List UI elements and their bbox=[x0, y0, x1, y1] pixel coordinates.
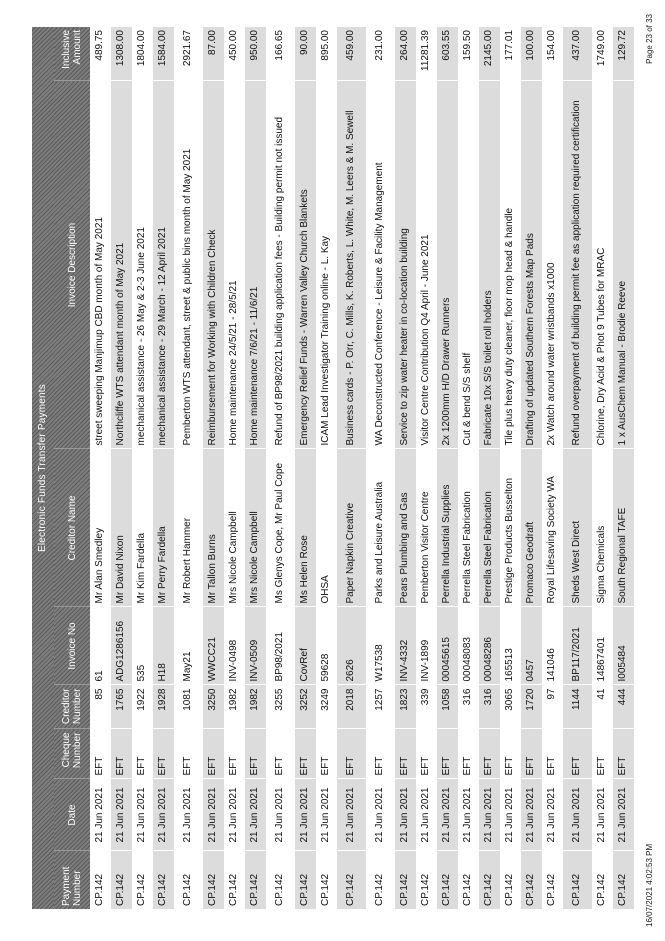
creditor-number-cell: 1982 bbox=[245, 685, 266, 729]
creditor-number-cell: 3065 bbox=[500, 685, 521, 729]
payment-number-cell: CP.142 bbox=[174, 851, 203, 909]
payments-grid bbox=[54, 27, 634, 909]
col-header-date: Date bbox=[54, 779, 90, 851]
invoice-description-cell: WA Deconstructed Conference - Leisure & Facility Management bbox=[366, 81, 395, 449]
creditor-name-cell: Sigma Chemicals bbox=[592, 449, 613, 607]
payment-number-cell: CP.142 bbox=[245, 851, 266, 909]
invoice-no-cell: May21 bbox=[174, 607, 203, 685]
payment-number-cell: CP.142 bbox=[337, 851, 366, 909]
inclusive-amount-cell: 459.00 bbox=[337, 27, 366, 81]
invoice-description-cell: Chlorine, Dry Acid & Phot 9 Tubes for MRAC bbox=[592, 81, 613, 449]
table-row bbox=[613, 27, 634, 909]
invoice-description-cell: Reimbursement for Working with Children Check bbox=[203, 81, 224, 449]
invoice-no-cell: ADG1286156 bbox=[111, 607, 132, 685]
creditor-number-cell: 41 bbox=[592, 685, 613, 729]
creditor-number-cell: 1922 bbox=[132, 685, 153, 729]
date-cell: 21 Jun 2021 bbox=[458, 779, 479, 851]
creditor-number-cell: 3249 bbox=[316, 685, 337, 729]
inclusive-amount-cell: 2145.00 bbox=[479, 27, 500, 81]
date-cell: 21 Jun 2021 bbox=[366, 779, 395, 851]
payment-number-cell: CP.142 bbox=[542, 851, 563, 909]
invoice-no-cell: WWCC21 bbox=[203, 607, 224, 685]
invoice-no-cell: H18 bbox=[153, 607, 174, 685]
invoice-no-cell: 61 bbox=[90, 607, 111, 685]
inclusive-amount-cell: 90.00 bbox=[295, 27, 316, 81]
invoice-description-cell: ICAM Lead Investigator Training online - L. Kay bbox=[316, 81, 337, 449]
table-row bbox=[542, 27, 563, 909]
invoice-description-cell: Refund overpayment of building permit fee as application required certification bbox=[563, 81, 592, 449]
table-row bbox=[521, 27, 542, 909]
creditor-name-cell: Paper Napkin Creative bbox=[337, 449, 366, 607]
inclusive-amount-cell: 950.00 bbox=[245, 27, 266, 81]
creditor-name-cell: Mr Alan Smedley bbox=[90, 449, 111, 607]
inclusive-amount-cell: 154.00 bbox=[542, 27, 563, 81]
inclusive-amount-cell: 264.00 bbox=[395, 27, 416, 81]
cheque-number-cell: EFT bbox=[224, 729, 245, 779]
inclusive-amount-cell: 159.50 bbox=[458, 27, 479, 81]
invoice-no-cell: 14867401 bbox=[592, 607, 613, 685]
date-cell: 21 Jun 2021 bbox=[203, 779, 224, 851]
payment-number-cell: CP.142 bbox=[416, 851, 437, 909]
invoice-no-cell: INV-4332 bbox=[395, 607, 416, 685]
invoice-no-cell: CovRef bbox=[295, 607, 316, 685]
inclusive-amount-cell: 231.00 bbox=[366, 27, 395, 81]
creditor-number-cell: 1081 bbox=[174, 685, 203, 729]
creditor-number-cell: 1823 bbox=[395, 685, 416, 729]
table-row bbox=[245, 27, 266, 909]
inclusive-amount-cell: 1584.00 bbox=[153, 27, 174, 81]
date-cell: 21 Jun 2021 bbox=[613, 779, 634, 851]
invoice-no-cell: 59628 bbox=[316, 607, 337, 685]
invoice-no-cell: 535 bbox=[132, 607, 153, 685]
invoice-description-cell: Drafting of updated Southern Forests Map Pads bbox=[521, 81, 542, 449]
cheque-number-cell: EFT bbox=[266, 729, 295, 779]
invoice-no-cell: 165513 bbox=[500, 607, 521, 685]
table-title: Electronic Funds Transfer Payments bbox=[32, 27, 54, 909]
inclusive-amount-cell: 11281.39 bbox=[416, 27, 437, 81]
creditor-name-cell: Mr Robert Hammer bbox=[174, 449, 203, 607]
payment-number-cell: CP.142 bbox=[521, 851, 542, 909]
invoice-no-cell: BP98/2021 bbox=[266, 607, 295, 685]
cheque-number-cell: EFT bbox=[316, 729, 337, 779]
inclusive-amount-cell: 87.00 bbox=[203, 27, 224, 81]
cheque-number-cell: EFT bbox=[203, 729, 224, 779]
creditor-name-cell: Mrs Nicole Campbell bbox=[245, 449, 266, 607]
invoice-description-cell: 2x Watch around water wristbands x1000 bbox=[542, 81, 563, 449]
table-row bbox=[203, 27, 224, 909]
cheque-number-cell: EFT bbox=[592, 729, 613, 779]
inclusive-amount-cell: 1804.00 bbox=[132, 27, 153, 81]
table-row bbox=[458, 27, 479, 909]
date-cell: 21 Jun 2021 bbox=[563, 779, 592, 851]
creditor-number-cell: 1257 bbox=[366, 685, 395, 729]
payment-number-cell: CP.142 bbox=[316, 851, 337, 909]
invoice-description-cell: Tile plus heavy duty cleaner, floor mop head & handle bbox=[500, 81, 521, 449]
table-row bbox=[366, 27, 395, 909]
table-row bbox=[563, 27, 592, 909]
creditor-number-cell: 3250 bbox=[203, 685, 224, 729]
creditor-number-cell: 1928 bbox=[153, 685, 174, 729]
payment-number-cell: CP.142 bbox=[90, 851, 111, 909]
payment-number-cell: CP.142 bbox=[366, 851, 395, 909]
page-number: Page 23 of 33 bbox=[645, 14, 654, 64]
invoice-no-cell: 00045615 bbox=[437, 607, 458, 685]
inclusive-amount-cell: 166.65 bbox=[266, 27, 295, 81]
payment-number-cell: CP.142 bbox=[592, 851, 613, 909]
payment-number-cell: CP.142 bbox=[479, 851, 500, 909]
creditor-number-cell: 1765 bbox=[111, 685, 132, 729]
payment-number-cell: CP.142 bbox=[295, 851, 316, 909]
creditor-name-cell: Perrella Industrial Supplies bbox=[437, 449, 458, 607]
invoice-no-cell: INV-0498 bbox=[224, 607, 245, 685]
inclusive-amount-cell: 2921.67 bbox=[174, 27, 203, 81]
date-cell: 21 Jun 2021 bbox=[479, 779, 500, 851]
invoice-no-cell: INV-1899 bbox=[416, 607, 437, 685]
date-cell: 21 Jun 2021 bbox=[245, 779, 266, 851]
creditor-name-cell: Prestige Products Busselton bbox=[500, 449, 521, 607]
payment-number-cell: CP.142 bbox=[437, 851, 458, 909]
invoice-description-cell: 2x 1200mm H/D Drawer Runners bbox=[437, 81, 458, 449]
cheque-number-cell: EFT bbox=[416, 729, 437, 779]
date-cell: 21 Jun 2021 bbox=[416, 779, 437, 851]
print-timestamp: 16/07/2021 4:02:53 PM bbox=[645, 843, 654, 927]
cheque-number-cell: EFT bbox=[295, 729, 316, 779]
cheque-number-cell: EFT bbox=[613, 729, 634, 779]
creditor-number-cell: 1982 bbox=[224, 685, 245, 729]
inclusive-amount-cell: 100.00 bbox=[521, 27, 542, 81]
creditor-name-cell: Parks and Leisure Australia bbox=[366, 449, 395, 607]
cheque-number-cell: EFT bbox=[500, 729, 521, 779]
cheque-number-cell: EFT bbox=[395, 729, 416, 779]
col-header-inclusive-amount: Inclusive Amount bbox=[54, 27, 90, 81]
invoice-description-cell: Cut & bend S/S shelf bbox=[458, 81, 479, 449]
inclusive-amount-cell: 450.00 bbox=[224, 27, 245, 81]
table-row bbox=[295, 27, 316, 909]
date-cell: 21 Jun 2021 bbox=[542, 779, 563, 851]
invoice-description-cell: Home maintenance 7/6/21 - 11/6/21 bbox=[245, 81, 266, 449]
date-cell: 21 Jun 2021 bbox=[266, 779, 295, 851]
invoice-no-cell: 0457 bbox=[521, 607, 542, 685]
payment-number-cell: CP.142 bbox=[613, 851, 634, 909]
payment-number-cell: CP.142 bbox=[458, 851, 479, 909]
creditor-number-cell: 444 bbox=[613, 685, 634, 729]
table-row bbox=[592, 27, 613, 909]
table-row bbox=[90, 27, 111, 909]
table-row bbox=[316, 27, 337, 909]
creditor-number-cell: 316 bbox=[479, 685, 500, 729]
invoice-description-cell: Visitor Centre Contribution Q4 April - June 2021 bbox=[416, 81, 437, 449]
date-cell: 21 Jun 2021 bbox=[437, 779, 458, 851]
col-header-invoice-description: Invoice Description bbox=[54, 81, 90, 449]
payment-number-cell: CP.142 bbox=[153, 851, 174, 909]
payment-number-cell: CP.142 bbox=[224, 851, 245, 909]
inclusive-amount-cell: 129.72 bbox=[613, 27, 634, 81]
cheque-number-cell: EFT bbox=[337, 729, 366, 779]
payment-number-cell: CP.142 bbox=[395, 851, 416, 909]
inclusive-amount-cell: 177.01 bbox=[500, 27, 521, 81]
table-row bbox=[479, 27, 500, 909]
creditor-name-cell: OHSA bbox=[316, 449, 337, 607]
date-cell: 21 Jun 2021 bbox=[316, 779, 337, 851]
cheque-number-cell: EFT bbox=[437, 729, 458, 779]
cheque-number-cell: EFT bbox=[132, 729, 153, 779]
creditor-name-cell: Mr Kim Fardella bbox=[132, 449, 153, 607]
table-header-row bbox=[54, 27, 90, 909]
invoice-description-cell: mechanical assistance - 26 May & 2-3 June 2021 bbox=[132, 81, 153, 449]
cheque-number-cell: EFT bbox=[458, 729, 479, 779]
date-cell: 21 Jun 2021 bbox=[153, 779, 174, 851]
date-cell: 21 Jun 2021 bbox=[90, 779, 111, 851]
cheque-number-cell: EFT bbox=[174, 729, 203, 779]
table-row bbox=[500, 27, 521, 909]
invoice-description-cell: Refund of BP98/2021 building application fees - Building permit not issued bbox=[266, 81, 295, 449]
creditor-number-cell: 316 bbox=[458, 685, 479, 729]
invoice-no-cell: I005484 bbox=[613, 607, 634, 685]
date-cell: 21 Jun 2021 bbox=[174, 779, 203, 851]
creditor-name-cell: Promaco Geodraft bbox=[521, 449, 542, 607]
cheque-number-cell: EFT bbox=[90, 729, 111, 779]
table-row bbox=[337, 27, 366, 909]
creditor-number-cell: 1720 bbox=[521, 685, 542, 729]
invoice-description-cell: Pemberton WTS attendant, street & public bins month of May 2021 bbox=[174, 81, 203, 449]
creditor-name-cell: Royal Lifesaving Society WA bbox=[542, 449, 563, 607]
invoice-description-cell: Fabricate 10x S/S toilet roll holders bbox=[479, 81, 500, 449]
creditor-number-cell: 97 bbox=[542, 685, 563, 729]
payment-number-cell: CP.142 bbox=[563, 851, 592, 909]
creditor-name-cell: Ms Helen Rose bbox=[295, 449, 316, 607]
invoice-no-cell: W17538 bbox=[366, 607, 395, 685]
invoice-no-cell: 00048286 bbox=[479, 607, 500, 685]
inclusive-amount-cell: 1308.00 bbox=[111, 27, 132, 81]
inclusive-amount-cell: 437.00 bbox=[563, 27, 592, 81]
invoice-description-cell: Home maintenance 24/5/21 - 28/5/21 bbox=[224, 81, 245, 449]
table-row bbox=[437, 27, 458, 909]
table-row bbox=[266, 27, 295, 909]
cheque-number-cell: EFT bbox=[521, 729, 542, 779]
creditor-name-cell: Mr Tallon Burns bbox=[203, 449, 224, 607]
col-header-creditor-name: Creditor Name bbox=[54, 449, 90, 607]
invoice-no-cell: 00048083 bbox=[458, 607, 479, 685]
eft-payments-table bbox=[32, 27, 634, 909]
invoice-description-cell: Northcliffe WTS attendant month of May 2021 bbox=[111, 81, 132, 449]
date-cell: 21 Jun 2021 bbox=[500, 779, 521, 851]
creditor-name-cell: Sheds West Direct bbox=[563, 449, 592, 607]
creditor-name-cell: Perrella Steel Fabrication bbox=[479, 449, 500, 607]
date-cell: 21 Jun 2021 bbox=[132, 779, 153, 851]
inclusive-amount-cell: 489.75 bbox=[90, 27, 111, 81]
cheque-number-cell: EFT bbox=[366, 729, 395, 779]
creditor-number-cell: 2018 bbox=[337, 685, 366, 729]
invoice-description-cell: Service to zip water heater in co-location building bbox=[395, 81, 416, 449]
date-cell: 21 Jun 2021 bbox=[395, 779, 416, 851]
creditor-number-cell: 3255 bbox=[266, 685, 295, 729]
date-cell: 21 Jun 2021 bbox=[224, 779, 245, 851]
col-header-creditor-number: Creditor Number bbox=[54, 685, 90, 729]
table-row bbox=[224, 27, 245, 909]
table-row bbox=[174, 27, 203, 909]
table-row bbox=[153, 27, 174, 909]
date-cell: 21 Jun 2021 bbox=[337, 779, 366, 851]
creditor-number-cell: 1058 bbox=[437, 685, 458, 729]
creditor-name-cell: Pears Plumbing and Gas bbox=[395, 449, 416, 607]
invoice-no-cell: INV-0509 bbox=[245, 607, 266, 685]
table-row bbox=[132, 27, 153, 909]
invoice-description-cell: mechanical assistance - 29 March - 12 April 2021 bbox=[153, 81, 174, 449]
creditor-name-cell: South Regional TAFE bbox=[613, 449, 634, 607]
creditor-number-cell: 85 bbox=[90, 685, 111, 729]
payment-number-cell: CP.142 bbox=[203, 851, 224, 909]
date-cell: 21 Jun 2021 bbox=[592, 779, 613, 851]
col-header-cheque-number: Cheque Number bbox=[54, 729, 90, 779]
payment-number-cell: CP.142 bbox=[132, 851, 153, 909]
payment-number-cell: CP.142 bbox=[111, 851, 132, 909]
inclusive-amount-cell: 895.00 bbox=[316, 27, 337, 81]
invoice-no-cell: 141046 bbox=[542, 607, 563, 685]
table-row bbox=[111, 27, 132, 909]
col-header-payment-number: Payment Number bbox=[54, 851, 90, 909]
table-row bbox=[395, 27, 416, 909]
payment-number-cell: CP.142 bbox=[266, 851, 295, 909]
date-cell: 21 Jun 2021 bbox=[521, 779, 542, 851]
creditor-name-cell: Pemberton Visitor Centre bbox=[416, 449, 437, 607]
date-cell: 21 Jun 2021 bbox=[111, 779, 132, 851]
invoice-description-cell: 1 x AusChem Manual - Brodie Reeve bbox=[613, 81, 634, 449]
cheque-number-cell: EFT bbox=[542, 729, 563, 779]
invoice-no-cell: 2626 bbox=[337, 607, 366, 685]
invoice-description-cell: Emergency Relief Funds - Warren Valley Church Blankets bbox=[295, 81, 316, 449]
creditor-number-cell: 3252 bbox=[295, 685, 316, 729]
cheque-number-cell: EFT bbox=[111, 729, 132, 779]
invoice-description-cell: Business cards - P. Orr, C. Mills, K. Roberts, L. White, M. Leers & M. Sewell bbox=[337, 81, 366, 449]
creditor-number-cell: 339 bbox=[416, 685, 437, 729]
cheque-number-cell: EFT bbox=[563, 729, 592, 779]
payment-number-cell: CP.142 bbox=[500, 851, 521, 909]
creditor-name-cell: Mrs Nicole Campbell bbox=[224, 449, 245, 607]
creditor-name-cell: Perrella Steel Fabrication bbox=[458, 449, 479, 607]
creditor-number-cell: 1144 bbox=[563, 685, 592, 729]
creditor-name-cell: Mr Perry Fardella bbox=[153, 449, 174, 607]
creditor-name-cell: Ms Glenys Cope, Mr Paul Cope bbox=[266, 449, 295, 607]
cheque-number-cell: EFT bbox=[153, 729, 174, 779]
invoice-description-cell: street sweeping Manjimup CBD month of May 2021 bbox=[90, 81, 111, 449]
date-cell: 21 Jun 2021 bbox=[295, 779, 316, 851]
inclusive-amount-cell: 603.55 bbox=[437, 27, 458, 81]
creditor-name-cell: Mr David Nixon bbox=[111, 449, 132, 607]
table-row bbox=[416, 27, 437, 909]
invoice-no-cell: BP117/2021 bbox=[563, 607, 592, 685]
col-header-invoice-no: Invoice No bbox=[54, 607, 90, 685]
inclusive-amount-cell: 1749.00 bbox=[592, 27, 613, 81]
cheque-number-cell: EFT bbox=[479, 729, 500, 779]
cheque-number-cell: EFT bbox=[245, 729, 266, 779]
